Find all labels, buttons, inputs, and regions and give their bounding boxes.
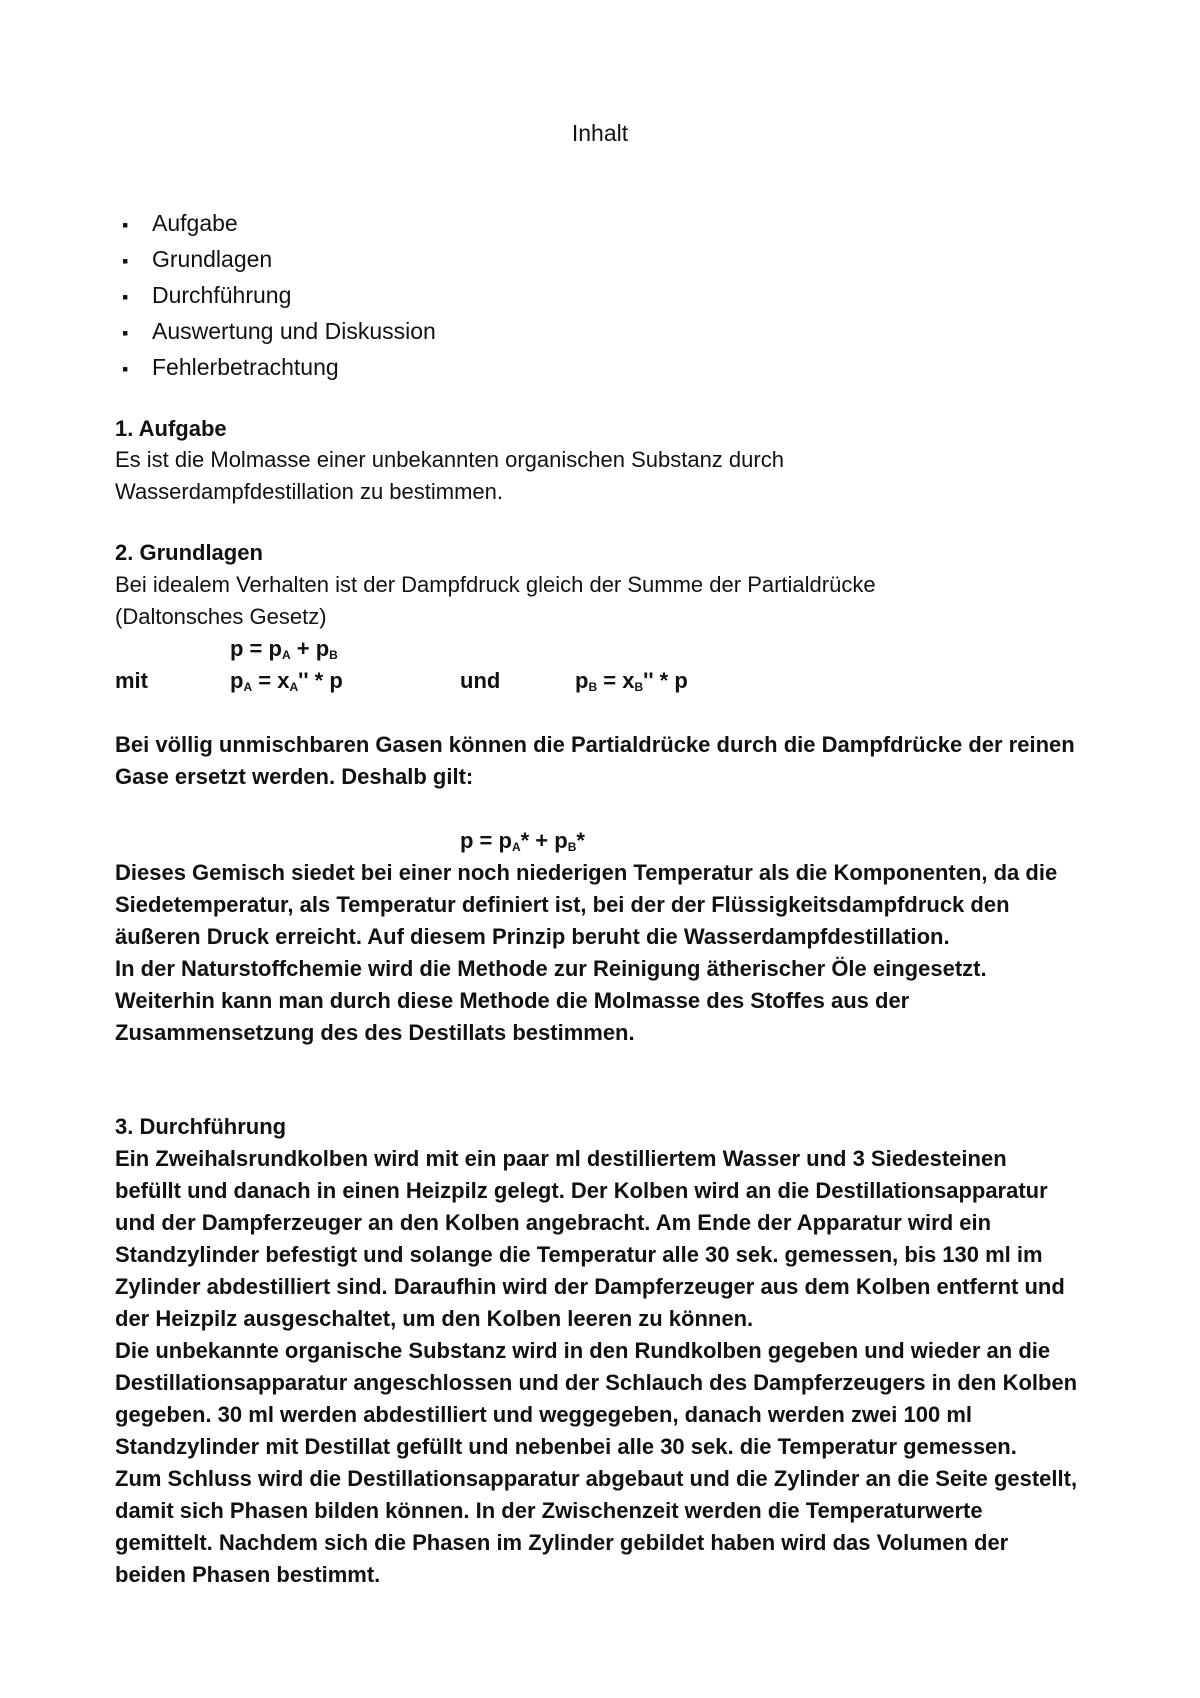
paragraph-line: In der Naturstoffchemie wird die Methode zur Reinigung ätherischer Öle eingesetzt. <box>115 956 987 981</box>
paragraph-line: Die unbekannte organische Substanz wird in den Rundkolben gegeben und wieder an die <box>115 1338 1051 1363</box>
section-heading-durchfuehrung: 3. Durchführung <box>115 1114 287 1139</box>
paragraph-line: Destillationsapparatur angeschlossen und der Schlauch des Dampferzeugers in den Kolben <box>115 1370 1078 1395</box>
paragraph-line: Dieses Gemisch siedet bei einer noch niederigen Temperatur als die Komponenten, da die <box>115 860 1058 885</box>
paragraph-line: beiden Phasen bestimmt. <box>115 1562 381 1587</box>
bullet-icon: ▪ <box>122 287 129 307</box>
section-heading-aufgabe: 1. Aufgabe <box>115 416 227 441</box>
paragraph-line: äußeren Druck erreicht. Auf diesem Prinzip beruht die Wasserdampfdestillation. <box>115 924 950 949</box>
paragraph-line: Weiterhin kann man durch diese Methode die Molmasse des Stoffes aus der <box>115 988 910 1013</box>
paragraph-line: Es ist die Molmasse einer unbekannten organischen Substanz durch <box>115 447 784 472</box>
paragraph-line: Standzylinder befestigt und solange die Temperatur alle 30 sek. gemessen, bis 130 ml im <box>115 1242 1043 1267</box>
paragraph-line: Zum Schluss wird die Destillationsapparatur abgebaut und die Zylinder an die Seite gestellt, <box>115 1466 1078 1491</box>
paragraph-line: Siedetemperatur, als Temperatur definiert ist, bei der der Flüssigkeitsdampfdruck den <box>115 892 1010 917</box>
paragraph-line: gegeben. 30 ml werden abdestilliert und weggegeben, danach werden zwei 100 ml <box>115 1402 973 1427</box>
page-title: Inhalt <box>571 120 629 146</box>
toc-item: ▪ Auswertung und Diskussion <box>122 316 436 348</box>
paragraph-line: Standzylinder mit Destillat gefüllt und nebenbei alle 30 sek. die Temperatur gemessen. <box>115 1434 1017 1459</box>
paragraph-line: damit sich Phasen bilden können. In der Zwischenzeit werden die Temperaturwerte <box>115 1498 983 1523</box>
toc-item: ▪ Grundlagen <box>122 244 272 276</box>
formula-total-pressure: $p = p_A + p_B$ <box>230 636 338 662</box>
formula-partial-a: $p_A = x_A'' * p$ <box>230 668 343 694</box>
paragraph-line: Bei völlig unmischbaren Gasen können die Partialdrücke durch die Dampfdrücke der reinen <box>115 732 1075 757</box>
bullet-icon: ▪ <box>122 251 129 271</box>
bullet-icon: ▪ <box>122 359 129 379</box>
section-heading-grundlagen: 2. Grundlagen <box>115 540 263 565</box>
paragraph-line: Bei idealem Verhalten ist der Dampfdruck gleich der Summe der Partialdrücke <box>115 572 876 597</box>
paragraph-line: Ein Zweihalsrundkolben wird mit ein paar ml destilliertem Wasser und 3 Siedesteinen <box>115 1146 1007 1171</box>
label-mit: mit <box>115 668 148 693</box>
paragraph-line: (Daltonsches Gesetz) <box>115 604 327 629</box>
paragraph-line: gemittelt. Nachdem sich die Phasen im Zylinder gebildet haben wird das Volumen der <box>115 1530 1009 1555</box>
toc-item: ▪ Fehlerbetrachtung <box>122 352 339 384</box>
paragraph-line: Zusammensetzung des des Destillats bestimmen. <box>115 1020 635 1045</box>
bullet-icon: ▪ <box>122 323 129 343</box>
formula-partial-b: $p_B = x_B'' * p$ <box>575 668 688 694</box>
paragraph-line: und der Dampferzeuger an den Kolben angebracht. Am Ende der Apparatur wird ein <box>115 1210 992 1235</box>
toc-item: ▪ Durchführung <box>122 280 291 312</box>
formula-immiscible: $p = p_A* + p_B*$ <box>460 828 585 854</box>
paragraph-line: befüllt und danach in einen Heizpilz gelegt. Der Kolben wird an die Destillationsapparatur <box>115 1178 1048 1203</box>
label-und: und <box>460 668 501 693</box>
paragraph-line: der Heizpilz ausgeschaltet, um den Kolben leeren zu können. <box>115 1306 754 1331</box>
toc-item: ▪ Aufgabe <box>122 208 238 240</box>
paragraph-line: Wasserdampfdestillation zu bestimmen. <box>115 479 504 504</box>
paragraph-line: Gase ersetzt werden. Deshalb gilt: <box>115 764 474 789</box>
paragraph-line: Zylinder abdestilliert sind. Daraufhin wird der Dampferzeuger aus dem Kolben entfernt und <box>115 1274 1065 1299</box>
bullet-icon: ▪ <box>122 215 129 235</box>
